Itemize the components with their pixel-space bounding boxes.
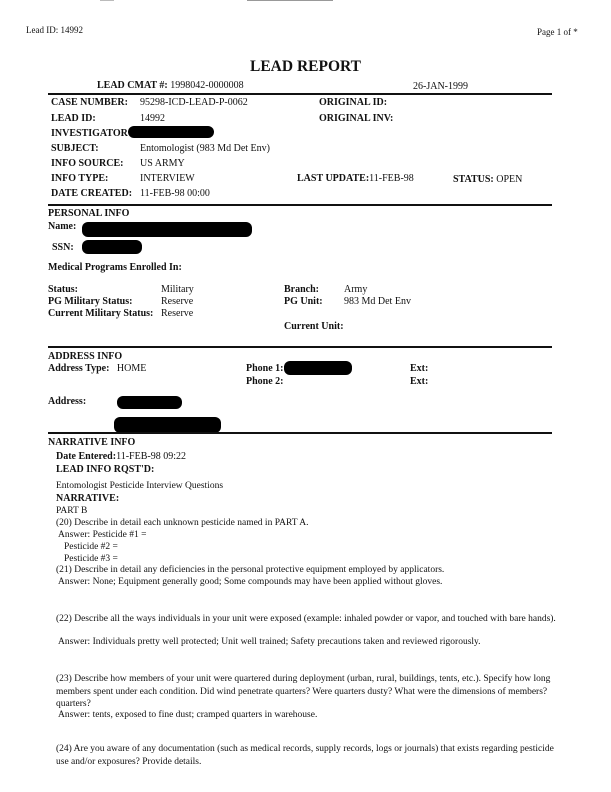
scan-mark [100,0,114,1]
address-type [48,363,146,374]
address-info-title: ADDRESS INFO [48,351,123,362]
medical-programs-label: Medical Programs Enrolled In: [48,262,182,273]
lead-id-label: LEAD ID: [51,113,96,124]
current-military-status-value: Reserve [161,308,194,319]
lead-id-value: 14992 [140,113,165,124]
date-entered-value: 11-FEB-98 09:22 [116,451,186,462]
question-22: (22) Describe all the ways individuals in your unit were exposed (example: inhaled powder or vapor, and touched with bare hands). [56,614,556,624]
redaction-ssn [82,240,142,254]
address-type-value: HOME [116,363,147,374]
case-number-label: CASE NUMBER: [51,97,128,108]
ssn-label: SSN: [52,242,74,253]
answer-21: Answer: None; Equipment generally good; Some compounds may have been applied without gloves. [58,577,443,587]
divider [48,432,552,434]
date-entered-label: Date Entered: [56,451,117,462]
date-created-value: 11-FEB-98 00:00 [140,188,210,199]
question-24: (24) Are you aware of any documentation (such as medical records, supply records, logs or journals) that exists regarding pesticide use and/or exposures? Provide details. [56,744,554,767]
redaction-name [82,222,252,237]
lead-info-value: Entomologist Pesticide Interview Questions [56,481,224,491]
name-label: Name: [48,221,77,232]
answer-22: Answer: Individuals pretty well protected; Unit well trained; Safety precautions taken and reviewed rigorously. [58,637,481,647]
ext1-label: Ext: [410,363,429,374]
cmat-line [97,80,244,91]
status-label: STATUS: [453,174,494,185]
original-inv-label: ORIGINAL INV: [319,113,394,124]
redaction-address-line2 [114,417,221,433]
narrative-info-title: NARRATIVE INFO [48,437,136,448]
pg-military-status-label: PG Military Status: [48,296,133,307]
info-type-value: INTERVIEW [140,173,195,184]
pg-unit-value: 983 Md Det Env [344,296,411,307]
header-page-number: Page 1 of * [537,27,578,37]
phone2-label: Phone 2: [246,376,284,387]
redaction-phone1 [284,361,352,375]
divider [48,204,552,206]
cmat-value: 1998042-0000008 [170,80,244,91]
current-military-status-label: Current Military Status: [48,308,154,319]
phone1-label: Phone 1: [246,363,284,374]
header-lead-id: Lead ID: 14992 [26,25,83,35]
narrative-label: NARRATIVE: [56,493,120,504]
status [453,174,522,185]
answer-20-line3: Pesticide #3 = [64,554,118,564]
page-title: LEAD REPORT [250,58,361,75]
investigator-label: INVESTIGATOR [51,128,128,139]
cmat-label: LEAD CMAT #: [97,80,168,91]
status-value: OPEN [496,174,523,185]
last-update [297,173,414,184]
info-source-label: INFO SOURCE: [51,158,124,169]
question-21: (21) Describe in detail any deficiencies in the personal protective equipment employed by applicators. [56,565,445,575]
question-23: (23) Describe how members of your unit were quartered during deployment (urban, rural, buildings, tents, etc.). Specify how long members spent under each condition. Did wind penetrate quarters? Were quarters dusty? What were the dimensions of members? quarters? [56,674,551,709]
answer-20-line1: Answer: Pesticide #1 = [58,530,147,540]
branch-value: Army [344,284,368,295]
pg-unit-label: PG Unit: [284,296,323,307]
redaction-address-line1 [117,396,182,409]
divider [48,346,552,348]
current-unit-label: Current Unit: [284,321,344,332]
question-20: (20) Describe in detail each unknown pesticide named in PART A. [56,518,309,528]
part-label: PART B [56,506,88,516]
last-update-value: 11-FEB-98 [369,173,414,184]
scan-mark [247,0,333,1]
report-date: 26-JAN-1999 [413,81,468,92]
info-type-label: INFO TYPE: [51,173,109,184]
answer-20-line2: Pesticide #2 = [64,542,118,552]
case-number-value: 95298-ICD-LEAD-P-0062 [140,97,248,108]
lead-info-label: LEAD INFO RQST'D: [56,464,155,475]
address-type-label: Address Type: [48,363,110,374]
info-source-value: US ARMY [140,158,185,169]
branch-label: Branch: [284,284,319,295]
address-label: Address: [48,396,87,407]
subject-value: Entomologist (983 Md Det Env) [140,143,270,154]
last-update-label: LAST UPDATE: [297,173,370,184]
status-field-value: Military [161,284,194,295]
answer-23: Answer: tents, exposed to fine dust; cramped quarters in warehouse. [58,710,318,720]
subject-label: SUBJECT: [51,143,99,154]
date-entered [56,451,186,462]
redaction-investigator [128,126,214,138]
ext2-label: Ext: [410,376,429,387]
personal-info-title: PERSONAL INFO [48,208,130,219]
divider [48,93,552,95]
pg-military-status-value: Reserve [161,296,194,307]
date-created-label: DATE CREATED: [51,188,133,199]
status-field-label: Status: [48,284,79,295]
original-id-label: ORIGINAL ID: [319,97,388,108]
